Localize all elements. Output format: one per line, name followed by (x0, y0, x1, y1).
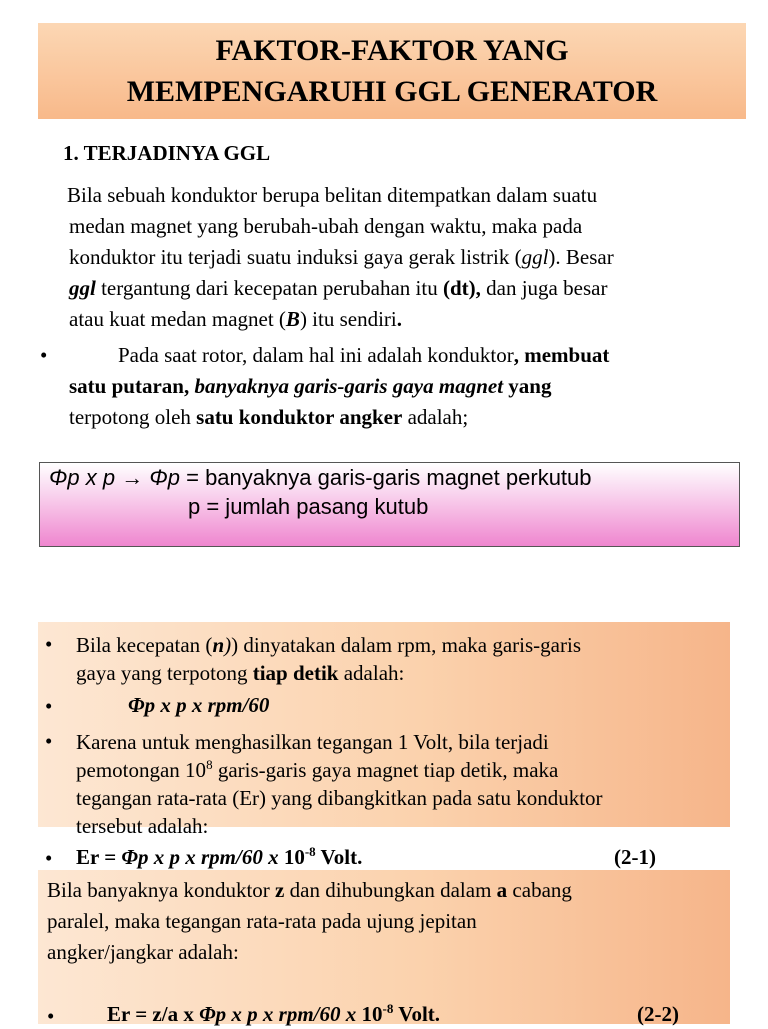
intro-line-2: medan magnet yang berubah-ubah dengan waktu, maka pada (69, 214, 583, 238)
equation-number-2-1: (2-1) (614, 845, 656, 869)
title-banner (38, 23, 746, 119)
bullet-marker-3: • (45, 729, 53, 753)
intro-line-5: atau kuat medan magnet (B) itu sendiri. (69, 307, 403, 331)
formula-box (39, 462, 740, 547)
bullet-marker-1: • (45, 632, 53, 656)
rotor-bullet-marker: • (40, 343, 48, 367)
formula-line-2: p = jumlah pasang kutub (188, 494, 429, 519)
intro-line-4: ggl tergantung dari kecepatan perubahan itu (dt), dan juga besar (69, 276, 608, 300)
equation-number-2-2: (2-2) (637, 1002, 679, 1026)
bullet-formula-rpm: Φp x p x rpm/60 (128, 693, 270, 717)
title-line-2: MEMPENGARUHI GGL GENERATOR (126, 75, 658, 108)
bullet-speed: Bila kecepatan (n)) dinyatakan dalam rpm, maka garis-garis gaya yang terpotong tiap detik adalah: (76, 633, 581, 685)
rotor-line-1: Pada saat rotor, dalam hal ini adalah konduktor, membuat (118, 343, 610, 367)
parallel-paragraph: Bila banyaknya konduktor z dan dihubungkan dalam a cabang paralel, maka tegangan rata-rata pada ujung jepitan angker/jangkar adalah: (47, 878, 572, 964)
rotor-line-2: satu putaran, banyaknya garis-garis gaya magnet yang (69, 374, 552, 398)
section-heading: 1. TERJADINYA GGL (63, 141, 271, 165)
formula-line-1: Φp x p → Φp = banyaknya garis-garis magnet perkutub (49, 465, 592, 490)
bullet-marker-2: • (45, 694, 53, 718)
intro-line-3: konduktor itu terjadi suatu induksi gaya gerak listrik (ggl). Besar (69, 245, 614, 269)
bullet-voltage: Karena untuk menghasilkan tegangan 1 Volt, bila terjadi pemotongan $10^8$ garis-garis gaya magnet tiap detik, maka tegangan rata-rata (Er) yang dibangkitkan pada satu konduktor tersebut adalah: (76, 730, 603, 838)
intro-line-1: Bila sebuah konduktor berupa belitan ditempatkan dalam suatu (67, 183, 598, 207)
equation-2-2: Er = z/a x Φp x p x rpm/60 x $10^{-8}$ Volt. (107, 1001, 441, 1026)
bullet-marker-4: • (45, 846, 53, 870)
equation-2-1: Er = Φp x p x rpm/60 x $10^{-8}$ Volt. (76, 844, 363, 869)
rotor-line-3: terpotong oleh satu konduktor angker adalah; (69, 405, 469, 429)
rotor-bullet (69, 340, 609, 433)
title-line-1: FAKTOR-FAKTOR YANG (215, 34, 569, 67)
intro-paragraph (67, 180, 614, 335)
bullet-marker-5: • (47, 1004, 55, 1028)
